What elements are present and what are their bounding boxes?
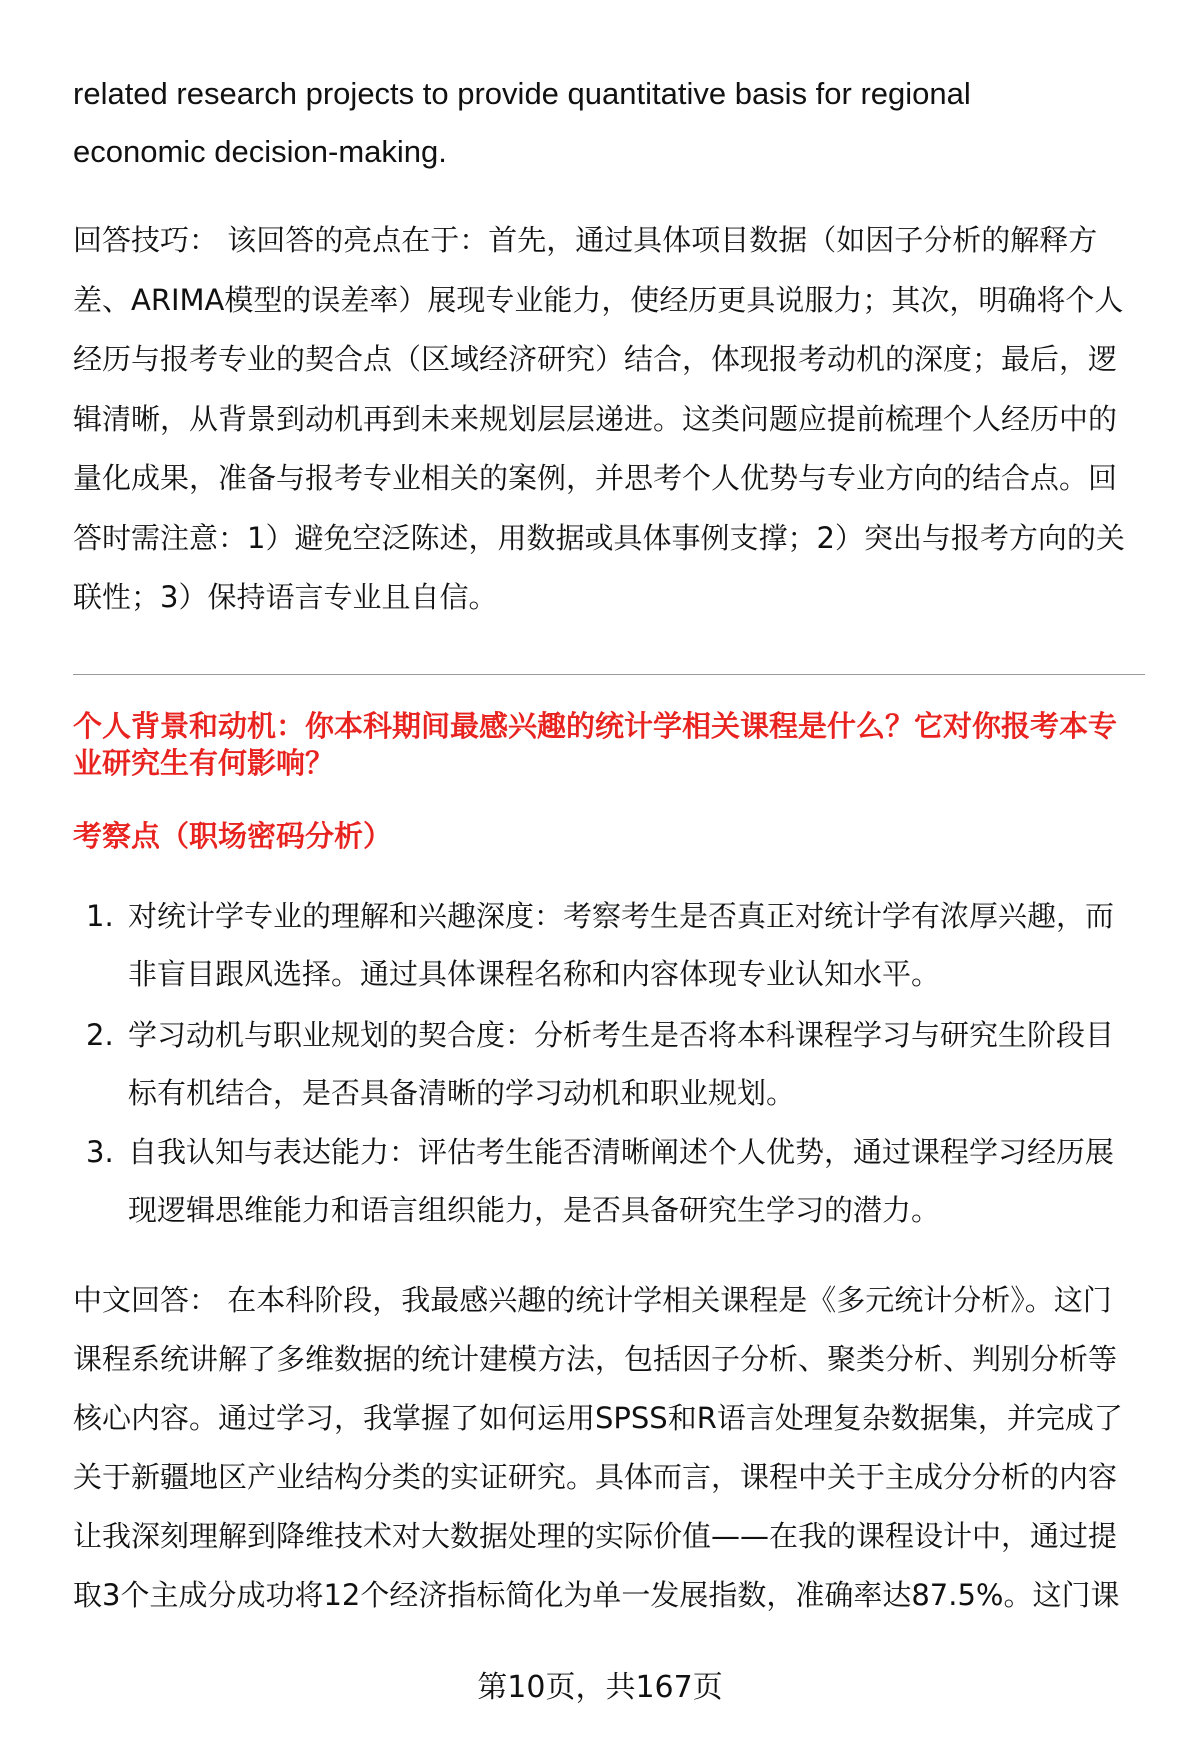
list-number: 2. — [86, 1018, 114, 1052]
answer-line: 中文回答： 在本科阶段，我最感兴趣的统计学相关课程是《多元统计分析》。这门 — [73, 1283, 1112, 1317]
list-number: 3. — [86, 1135, 114, 1169]
list-item: 学习动机与职业规划的契合度：分析考生是否将本科课程学习与研究生阶段目 — [128, 1018, 1115, 1052]
tips-line: 回答技巧： 该回答的亮点在于：首先，通过具体项目数据（如因子分析的解释方 — [73, 223, 1098, 257]
answer-line: 核心内容。通过学习，我掌握了如何运用SPSS和R语言处理复杂数据集，并完成了 — [73, 1401, 1123, 1435]
list-item: 标有机结合，是否具备清晰的学习动机和职业规划。 — [128, 1076, 796, 1110]
tips-line: 差、ARIMA模型的误差率）展现专业能力，使经历更具说服力；其次，明确将个人 — [73, 283, 1124, 317]
answer-line: 关于新疆地区产业结构分类的实证研究。具体而言，课程中关于主成分分析的内容 — [73, 1460, 1118, 1494]
tips-line: 答时需注意：1）避免空泛陈述，用数据或具体事例支撑；2）突出与报考方向的关 — [73, 521, 1125, 555]
tips-line: 辑清晰，从背景到动机再到未来规划层层递进。这类问题应提前梳理个人经历中的 — [73, 402, 1118, 436]
answer-line: 让我深刻理解到降维技术对大数据处理的实际价值——在我的课程设计中，通过提 — [73, 1519, 1118, 1553]
tips-line: 经历与报考专业的契合点（区域经济研究）结合，体现报考动机的深度；最后，逻 — [73, 342, 1118, 376]
intro-line: economic decision-making. — [73, 134, 447, 169]
question-heading: 个人背景和动机：你本科期间最感兴趣的统计学相关课程是什么？它对你报考本专 — [73, 709, 1118, 743]
section-divider — [73, 674, 1145, 675]
list-number: 1. — [86, 899, 114, 933]
list-item: 现逻辑思维能力和语言组织能力，是否具备研究生学习的潜力。 — [128, 1193, 941, 1227]
list-item: 自我认知与表达能力：评估考生能否清晰阐述个人优势，通过课程学习经历展 — [128, 1135, 1115, 1169]
tips-line: 联性；3）保持语言专业且自信。 — [73, 580, 498, 614]
focus-title: 考察点（职场密码分析） — [73, 819, 393, 853]
page-number: 第10页，共167页 — [477, 1670, 723, 1705]
question-heading: 业研究生有何影响？ — [73, 746, 335, 780]
intro-line: related research projects to provide quantitative basis for regional — [73, 76, 971, 111]
answer-line: 课程系统讲解了多维数据的统计建模方法，包括因子分析、聚类分析、判别分析等 — [73, 1342, 1118, 1376]
list-item: 非盲目跟风选择。通过具体课程名称和内容体现专业认知水平。 — [128, 957, 941, 991]
list-item: 对统计学专业的理解和兴趣深度：考察考生是否真正对统计学有浓厚兴趣，而 — [128, 899, 1115, 933]
answer-line: 取3个主成分成功将12个经济指标简化为单一发展指数，准确率达87.5%。这门课 — [73, 1578, 1120, 1612]
tips-line: 量化成果，准备与报考专业相关的案例，并思考个人优势与专业方向的结合点。回 — [73, 461, 1118, 495]
